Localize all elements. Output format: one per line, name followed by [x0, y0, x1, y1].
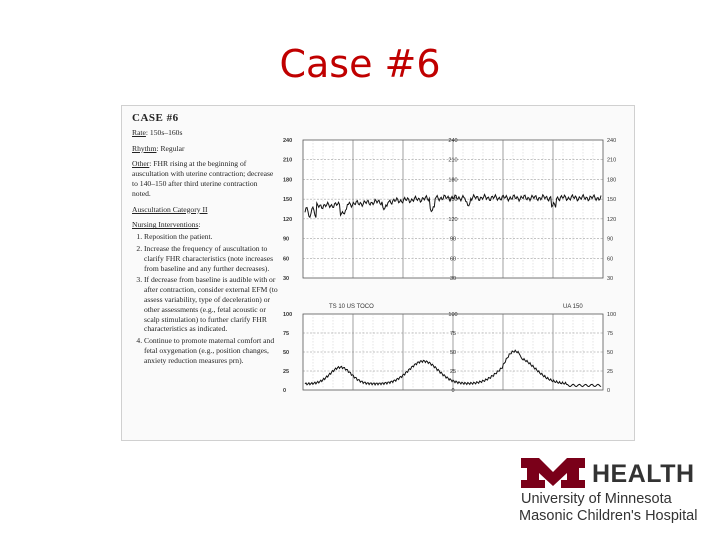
other-row — [132, 159, 278, 198]
interventions-list — [132, 232, 278, 365]
tick-label: 25 — [607, 369, 614, 375]
tick-label: 30 — [283, 276, 290, 282]
tick-label: 150 — [283, 197, 293, 204]
tick-label: 240 — [448, 138, 458, 144]
case-heading: CASE #6 — [132, 112, 179, 124]
tick-label: 120 — [607, 216, 617, 223]
tick-label: 60 — [283, 256, 290, 263]
tick-label: 75 — [449, 331, 457, 337]
tick-label: 180 — [283, 177, 293, 184]
tick-label: 210 — [283, 157, 293, 164]
logo-wordmark: HEALTH — [592, 460, 695, 488]
tick-label: 120 — [448, 216, 458, 223]
intervention-item: 3. If decrease from baseline is audible with or after contraction, consider external EFM (to assess variability, type of deceleration) or other assessments (e.g., fetal acoustic or scalp stimulation) to further clarify FHR characteristics as indicated. — [144, 275, 278, 334]
tick-label: 60 — [607, 256, 614, 263]
tick-label: 30 — [607, 276, 614, 282]
tick-label: 50 — [283, 350, 290, 356]
tick-label: 75 — [607, 331, 614, 337]
rate-row — [132, 128, 278, 138]
tick-label: 50 — [449, 350, 457, 356]
tick-label: 150 — [607, 197, 617, 204]
tick-label: 100 — [448, 312, 458, 318]
tick-label: 30 — [449, 276, 457, 282]
case-document-image — [121, 105, 635, 441]
tick-label: 60 — [449, 256, 457, 263]
tick-label: 90 — [607, 236, 614, 243]
other-label: Other — [132, 159, 150, 169]
category-row: Auscultation Category II — [132, 204, 208, 214]
slide-title: Case #6 — [279, 42, 441, 86]
logo-university-line: University of Minnesota — [521, 491, 672, 507]
fhr-strip-chart — [281, 132, 626, 292]
tick-label: 90 — [283, 236, 290, 243]
other-value: : FHR rising at the beginning of auscultation with uterine contraction; decrease to 140–150 after third uterine contraction noted. — [132, 159, 274, 198]
logo-hospital-line: Masonic Children's Hospital — [519, 508, 698, 524]
rate-label: Rate — [132, 127, 146, 137]
tick-label: 240 — [607, 138, 617, 144]
tick-label: 0 — [283, 388, 287, 394]
tick-label: 75 — [283, 331, 290, 337]
rhythm-value: : Regular — [156, 143, 185, 153]
uc-strip-marking-right: UA 150 — [563, 304, 583, 310]
block-m-icon — [519, 456, 587, 490]
intervention-item: 1. Reposition the patient. — [144, 232, 278, 242]
tick-label: 240 — [283, 138, 293, 144]
case-text-column — [132, 114, 278, 368]
tick-label: 120 — [283, 216, 293, 223]
tick-label: 50 — [607, 350, 614, 356]
interventions-heading: Nursing Interventions: — [132, 220, 201, 230]
tick-label: 100 — [283, 312, 293, 318]
tick-label: 210 — [448, 157, 458, 164]
tick-label: 210 — [607, 157, 617, 164]
tick-label: 150 — [448, 197, 458, 204]
tick-label: 90 — [449, 236, 457, 243]
uc-strip-marking-left: TS 10 US TOCO — [329, 304, 374, 310]
intervention-item: 2. Increase the frequency of auscultation to clarify FHR characteristics (note increases from baseline and any further decreases). — [144, 244, 278, 273]
rhythm-label: Rhythm — [132, 143, 157, 153]
rhythm-row — [132, 144, 278, 154]
um-health-logo — [519, 456, 699, 526]
tick-label: 180 — [448, 177, 458, 184]
tick-label: 25 — [449, 369, 457, 375]
tick-label: 100 — [607, 312, 617, 318]
tick-label: 25 — [283, 369, 290, 375]
rate-value: : 150s–160s — [145, 127, 183, 137]
intervention-item: 4. Continue to promote maternal comfort and fetal oxygenation (e.g., position changes, anxiety reduction measures prn). — [144, 336, 278, 365]
tick-label: 0 — [607, 388, 611, 394]
uc-strip-chart — [281, 300, 626, 400]
tick-label: 0 — [451, 388, 455, 394]
tick-label: 180 — [607, 177, 617, 184]
